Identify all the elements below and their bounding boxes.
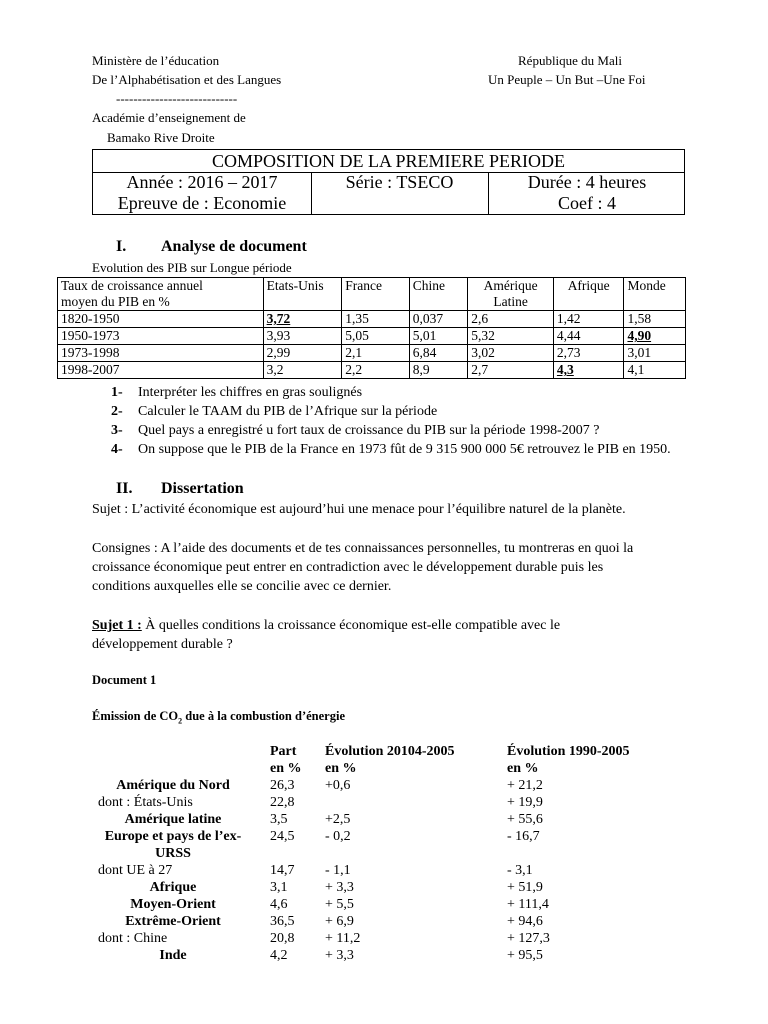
pib-value: 3,2 [263,362,342,379]
pib-value: 6,84 [409,345,467,362]
doc1-evo2: + 94,6 [507,914,543,929]
subject1-paragraph [92,616,632,654]
exam-year: Année : 2016 – 2017 [126,172,278,192]
doc1-row-label: Afrique [149,880,197,895]
doc1-part: 26,3 [270,778,295,793]
doc1-evo1: + 6,9 [325,914,354,929]
pib-value: 0,037 [409,311,467,328]
pib-col-amerique-line2: Latine [493,294,528,309]
question-number: 4- [111,442,123,457]
doc1-evo2: + 55,6 [507,812,543,827]
doc1-part: 4,6 [270,897,288,912]
pib-col-amerique-line1: Amérique [483,278,538,293]
table-row [58,345,686,362]
question-number: 2- [111,404,123,419]
doc1-evo1: + 3,3 [325,948,354,963]
doc1-evo2: - 16,7 [507,829,540,844]
doc1-col-part-l2: en % [270,761,302,776]
question-text: On suppose que le PIB de la France en 1973 fût de 9 315 900 000 5€ retrouvez le PIB en 1950. [138,442,671,457]
document1-title-sub: 2 [178,716,183,726]
pib-value: 2,99 [263,345,342,362]
ministry-line1: Ministère de l’éducation [92,53,220,68]
list-item [111,421,671,440]
doc1-col-evo2-l2: en % [507,761,539,776]
pib-value: 2,7 [468,362,554,379]
doc1-evo2: - 3,1 [507,863,533,878]
pib-value: 1,35 [342,311,410,328]
pib-value: 2,2 [342,362,410,379]
pib-value: 5,05 [342,328,410,345]
doc1-row-label: Inde [159,948,187,963]
doc1-evo1: +0,6 [325,778,351,793]
pib-value-highlight: 4,3 [553,362,624,379]
pib-value: 3,02 [468,345,554,362]
pib-value: 5,01 [409,328,467,345]
pib-header-line1: Taux de croissance annuel [61,278,203,293]
subject1-label: Sujet 1 : [92,618,142,633]
subject1-text: À quelles conditions la croissance économique est-elle compatible avec le développement durable ? [92,618,561,652]
academy-line2: Bamako Rive Droite [107,130,215,145]
doc1-part: 24,5 [270,829,295,844]
exam-year-cell [93,172,312,214]
pib-header-line2: moyen du PIB en % [61,294,170,309]
section2-number: II. [116,480,133,497]
pib-value: 4,1 [624,362,686,379]
doc1-col-evo2-l1: Évolution 1990-2005 [507,744,630,759]
table-row [58,311,686,328]
list-item [111,402,671,421]
pib-value: 4,44 [553,328,624,345]
pib-period: 1973-1998 [58,345,264,362]
doc1-row-label-l1: Europe et pays de l’ex- [104,829,242,844]
doc1-evo2: + 51,9 [507,880,543,895]
exam-coef: Coef : 4 [558,193,616,213]
pib-header-row [58,278,686,311]
pib-value: 3,93 [263,328,342,345]
doc1-evo2: + 95,5 [507,948,543,963]
doc1-row-label: dont : États-Unis [98,795,193,810]
document1-title-pre: Émission de CO [92,709,179,723]
pib-value: 1,58 [624,311,686,328]
republic-line: République du Mali [518,53,622,68]
document1-title [92,708,345,730]
pib-table [57,277,686,379]
pib-col-etats-unis: Etats-Unis [263,278,342,311]
pib-period: 1998-2007 [58,362,264,379]
doc1-col-part-l1: Part [270,744,297,759]
dissertation-subject: Sujet : L’activité économique est aujourd’hui une menace pour l’équilibre naturel de la planète. [92,502,626,517]
doc1-part: 4,2 [270,948,288,963]
exam-info-box [92,149,685,215]
exam-series: Série : TSECO [345,172,454,192]
pib-period: 1950-1973 [58,328,264,345]
doc1-row-label: Amérique du Nord [116,778,230,793]
exam-series-cell [311,172,489,214]
question-text: Quel pays a enregistré u fort taux de croissance du PIB sur la période 1998-2007 ? [138,423,600,438]
pib-value: 5,32 [468,328,554,345]
doc1-part: 3,5 [270,812,288,827]
pib-value: 2,6 [468,311,554,328]
doc1-row-label [88,828,258,862]
pib-value: 1,42 [553,311,624,328]
doc1-col-part [270,743,302,777]
dissertation-instructions: Consignes : A l’aide des documents et de tes connaissances personnelles, tu montreras en quoi la croissance économique peut entrer en contradiction avec le développement durable puis les conditions auxquelles elle se concilie avec ce dernier. [92,541,634,594]
section1-number: I. [116,238,127,255]
doc1-evo1: + 5,5 [325,897,354,912]
document1-label: Document 1 [92,673,157,687]
pib-header-label [58,278,264,311]
pib-value-highlight: 4,90 [624,328,686,345]
doc1-evo1: + 3,3 [325,880,354,895]
doc1-row-label: dont UE à 27 [98,863,173,878]
doc1-part: 22,8 [270,795,295,810]
exam-title: COMPOSITION DE LA PREMIERE PERIODE [93,150,684,173]
header-dashes: ---------------------------- [116,91,238,106]
motto-line: Un Peuple – Un But –Une Foi [488,72,646,87]
doc1-row-label: Moyen-Orient [130,897,216,912]
academy-line1: Académie d’enseignement de [92,110,246,125]
doc1-evo1: + 11,2 [325,931,361,946]
pib-col-chine: Chine [409,278,467,311]
pib-value: 3,01 [624,345,686,362]
pib-value-highlight: 3,72 [263,311,342,328]
section1-subtitle: Evolution des PIB sur Longue période [92,260,292,275]
doc1-part: 3,1 [270,880,288,895]
pib-col-france: France [342,278,410,311]
doc1-part: 14,7 [270,863,295,878]
question-number: 1- [111,385,123,400]
doc1-part: 36,5 [270,914,295,929]
doc1-row-label-l2: URSS [155,846,191,861]
pib-col-afrique: Afrique [553,278,624,311]
doc1-evo1: +2,5 [325,812,351,827]
doc1-part: 20,8 [270,931,295,946]
pib-col-monde: Monde [624,278,686,311]
questions-list [111,383,671,459]
doc1-evo2: + 127,3 [507,931,550,946]
doc1-row-label: Amérique latine [124,812,222,827]
doc1-col-evo1 [325,743,455,777]
list-item [111,440,671,459]
pib-col-amerique-latine [468,278,554,311]
document1-title-post: due à la combustion d’énergie [182,709,345,723]
section1-title: Analyse de document [161,238,307,255]
table-row [58,362,686,379]
doc1-evo2: + 111,4 [507,897,549,912]
exam-subject: Epreuve de : Economie [117,193,287,213]
pib-value: 8,9 [409,362,467,379]
exam-duration: Durée : 4 heures [527,172,647,192]
ministry-line2: De l’Alphabétisation et des Langues [92,72,282,87]
doc1-col-evo1-l2: en % [325,761,357,776]
pib-value: 2,1 [342,345,410,362]
question-text: Calculer le TAAM du PIB de l’Afrique sur la période [138,404,438,419]
doc1-evo2: + 21,2 [507,778,543,793]
doc1-row-label: dont : Chine [98,931,168,946]
doc1-col-evo1-l1: Évolution 20104-2005 [325,744,455,759]
section2-title: Dissertation [161,480,244,497]
pib-value: 2,73 [553,345,624,362]
table-row [58,328,686,345]
pib-period: 1820-1950 [58,311,264,328]
doc1-col-evo2 [507,743,630,777]
doc1-row-label: Extrême-Orient [125,914,221,929]
doc1-evo1: - 0,2 [325,829,351,844]
question-text: Interpréter les chiffres en gras soulignés [138,385,363,400]
doc1-evo1: - 1,1 [325,863,351,878]
exam-duration-cell [489,172,685,214]
list-item [111,383,671,402]
question-number: 3- [111,423,123,438]
doc1-evo2: + 19,9 [507,795,543,810]
